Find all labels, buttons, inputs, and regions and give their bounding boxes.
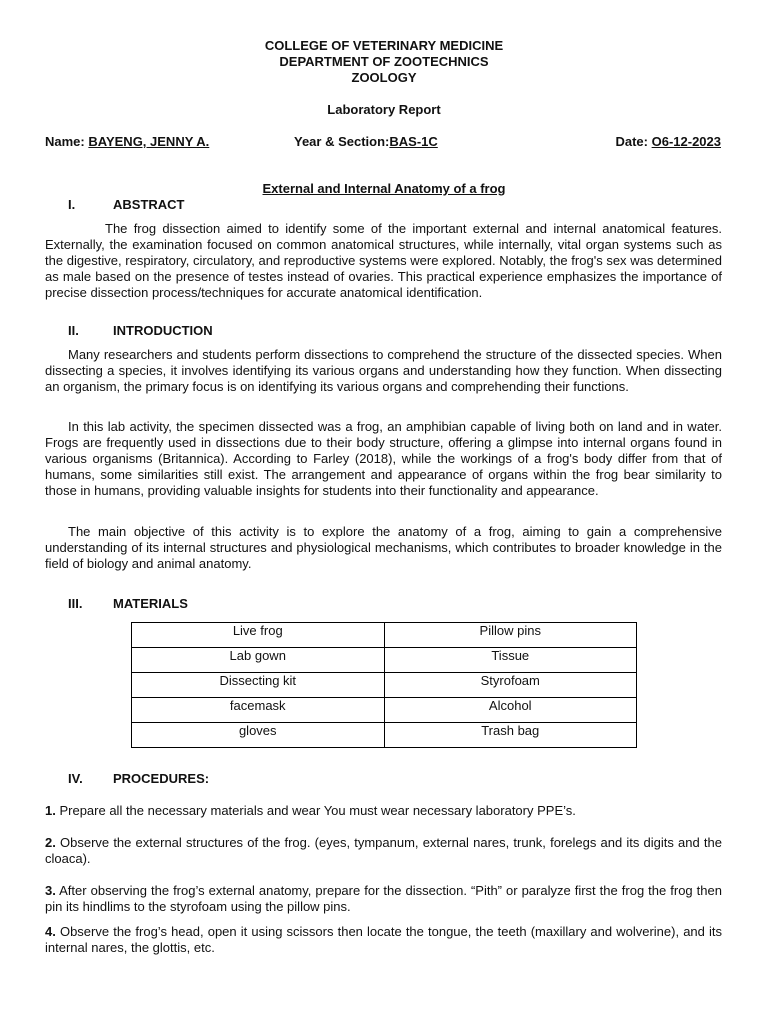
report-type-heading: Laboratory Report bbox=[327, 102, 441, 117]
materials-number: III. bbox=[68, 596, 83, 611]
step-number: 3. bbox=[45, 883, 56, 898]
introduction-paragraph-1: Many researchers and students perform dissections to comprehend the structure of the dissected species. When dissecting a species, it involves identifying its various organs and understanding how they function. When dissecting an organism, the primary focus is on identifying its various organs and comprehending their functions. bbox=[45, 347, 722, 394]
table-cell: Pillow pins bbox=[384, 623, 637, 648]
name-value: BAYENG, JENNY A. bbox=[88, 134, 210, 149]
step-text: Prepare all the necessary materials and wear You must wear necessary laboratory PPE’s. bbox=[59, 803, 576, 818]
procedure-step-2 bbox=[45, 835, 722, 867]
department-heading: DEPARTMENT OF ZOOTECHNICS bbox=[279, 54, 489, 69]
section-label: Year & Section: bbox=[294, 134, 390, 149]
table-cell: gloves bbox=[132, 723, 385, 748]
table-row bbox=[132, 723, 637, 748]
subject-heading: ZOOLOGY bbox=[351, 70, 417, 85]
step-text: Observe the external structures of the frog. (eyes, tympanum, external nares, trunk, forelegs and its digits and the cloaca). bbox=[45, 835, 722, 866]
report-title: External and Internal Anatomy of a frog bbox=[262, 181, 506, 196]
introduction-title: INTRODUCTION bbox=[113, 323, 213, 338]
procedure-step-3 bbox=[45, 883, 722, 915]
step-number: 4. bbox=[45, 924, 56, 939]
table-row bbox=[132, 673, 637, 698]
table-row bbox=[132, 698, 637, 723]
step-text: After observing the frog’s external anatomy, prepare for the dissection. “Pith” or paralyze first the frog the frog then pin its hindlims to the styrofoam using the pillow pins. bbox=[45, 883, 722, 914]
abstract-heading bbox=[68, 197, 185, 213]
procedures-number: IV. bbox=[68, 771, 83, 786]
abstract-paragraph: The frog dissection aimed to identify some of the important external and internal anatomical features. Externally, the examination focused on common anatomical structures, while internally, vital organ systems such as the digestive, respiratory, circulatory, and reproductive systems were explored. Notably, the frog's sex was determined as male based on the presence of testes instead of ovaries. This practical experience emphasizes the importance of precise dissection process/techniques for accurate anatomical identification. bbox=[45, 221, 722, 300]
introduction-heading bbox=[68, 323, 213, 339]
table-cell: facemask bbox=[132, 698, 385, 723]
introduction-paragraph-3: The main objective of this activity is to explore the anatomy of a frog, aiming to gain a comprehensive understanding of its internal structures and physiological mechanisms, which contributes to broader knowledge in the field of biology and animal anatomy. bbox=[45, 524, 722, 571]
materials-table bbox=[131, 622, 637, 748]
procedures-title: PROCEDURES: bbox=[113, 771, 210, 786]
college-heading: COLLEGE OF VETERINARY MEDICINE bbox=[264, 38, 504, 53]
name-field bbox=[45, 134, 209, 150]
step-number: 2. bbox=[45, 835, 56, 850]
section-field bbox=[294, 134, 438, 150]
table-cell: Live frog bbox=[132, 623, 385, 648]
procedure-step-4 bbox=[45, 924, 722, 956]
table-cell: Tissue bbox=[384, 648, 637, 673]
table-row bbox=[132, 648, 637, 673]
table-cell: Lab gown bbox=[132, 648, 385, 673]
table-cell: Trash bag bbox=[384, 723, 637, 748]
materials-heading bbox=[68, 596, 188, 612]
procedures-heading bbox=[68, 771, 209, 787]
materials-title: MATERIALS bbox=[113, 596, 188, 611]
name-label: Name: bbox=[45, 134, 85, 149]
introduction-paragraph-2: In this lab activity, the specimen dissected was a frog, an amphibian capable of living both on land and in water. Frogs are frequently used in dissections due to their body structure, offering a glimpse into internal organs found in various organisms (Britannica). According to Farley (2018), while the workings of a frog's body differ from that of humans, some similarities still exist. The arrangement and appearance of organs within the frog bear similarity to those in humans, providing valuable insights for students into their functionality and appearance. bbox=[45, 419, 722, 498]
section-value: BAS-1C bbox=[389, 134, 438, 149]
table-row bbox=[132, 623, 637, 648]
date-label: Date: bbox=[615, 134, 648, 149]
step-text: Observe the frog’s head, open it using scissors then locate the tongue, the teeth (maxillary and wolverine), and its internal nares, the glottis, etc. bbox=[45, 924, 722, 955]
date-value: O6-12-2023 bbox=[651, 134, 721, 149]
table-cell: Alcohol bbox=[384, 698, 637, 723]
introduction-number: II. bbox=[68, 323, 79, 338]
step-number: 1. bbox=[45, 803, 56, 818]
date-field bbox=[615, 134, 721, 150]
table-cell: Styrofoam bbox=[384, 673, 637, 698]
procedure-step-1 bbox=[45, 803, 722, 819]
abstract-number: I. bbox=[68, 197, 76, 212]
table-cell: Dissecting kit bbox=[132, 673, 385, 698]
abstract-title: ABSTRACT bbox=[113, 197, 185, 212]
